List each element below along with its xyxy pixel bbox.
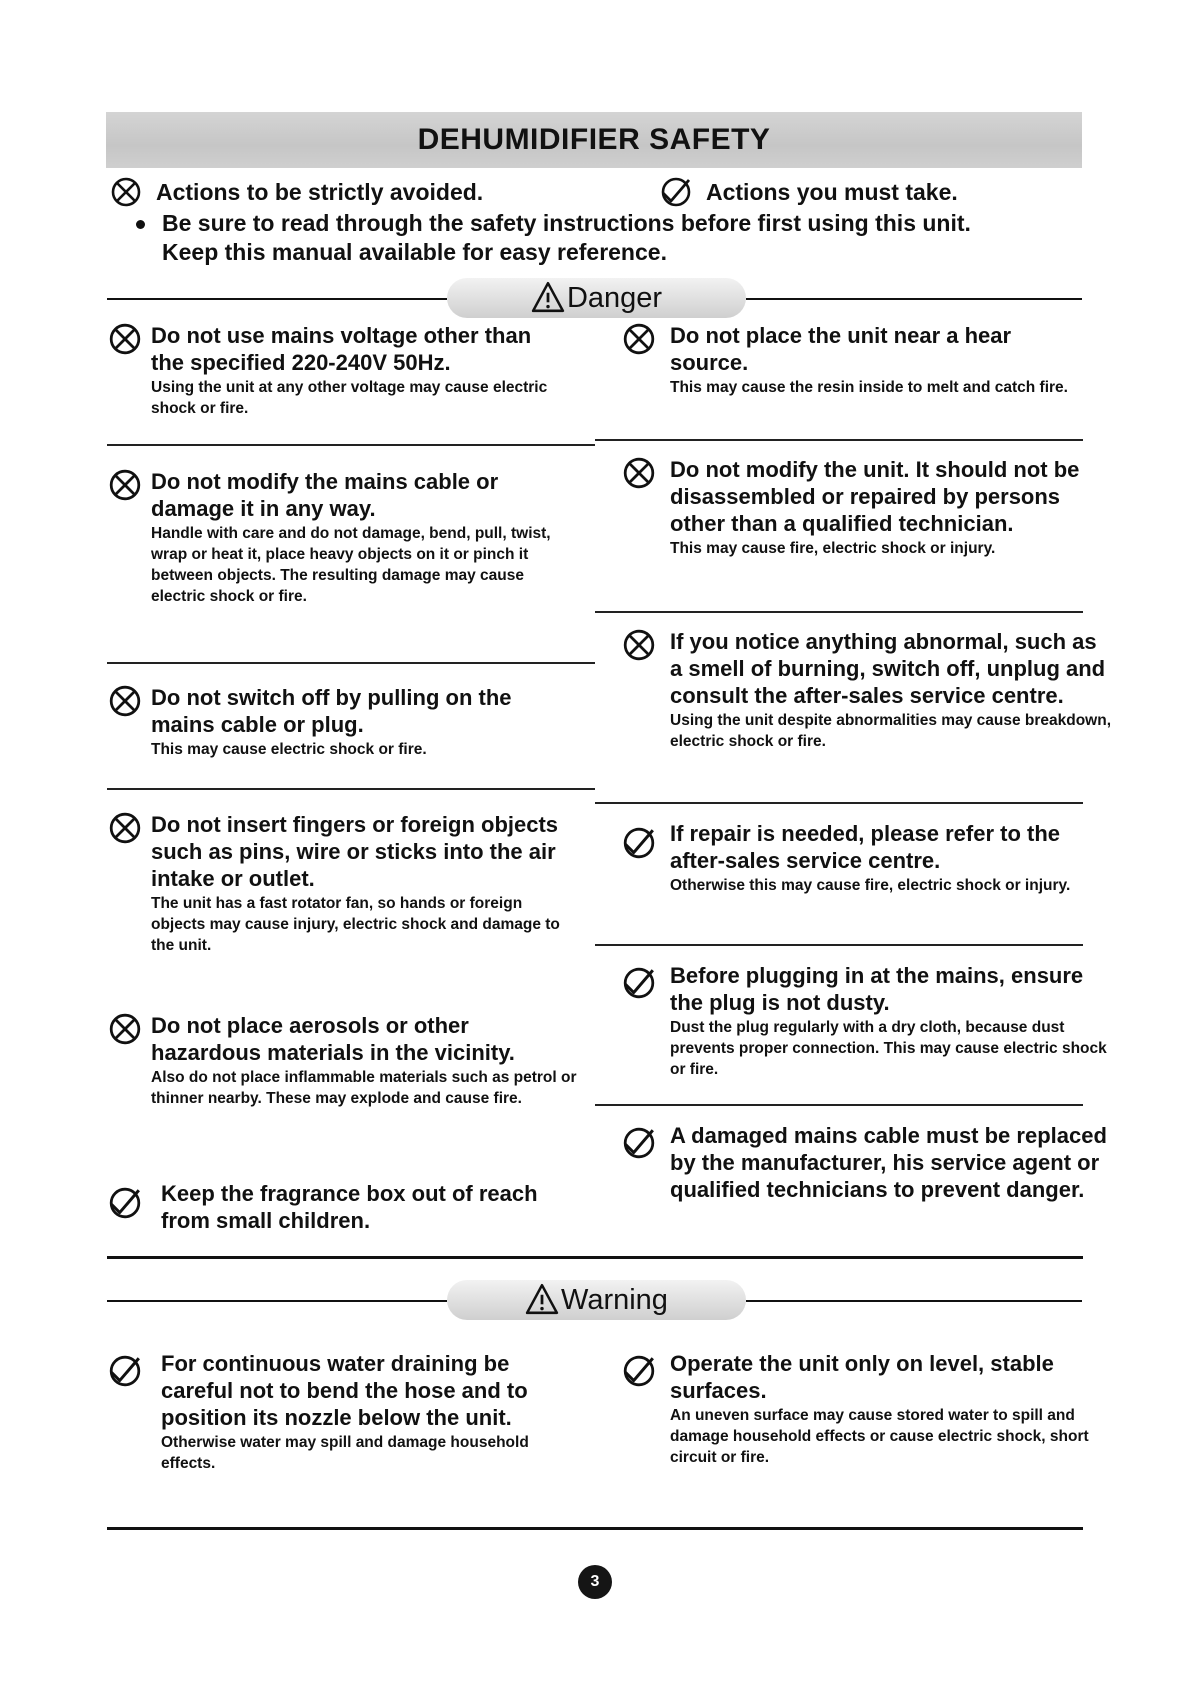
danger-item bbox=[108, 1180, 578, 1234]
item-heading: Do not use mains voltage other than the specified 220-240V 50Hz. bbox=[151, 323, 532, 375]
danger-label bbox=[447, 278, 746, 318]
danger-item bbox=[622, 322, 1092, 398]
danger-item bbox=[108, 468, 578, 607]
item-detail: Using the unit despite abnormalities may cause breakdown, electric shock or fire. bbox=[670, 712, 1112, 750]
item-heading: For continuous water draining be careful not to bend the hose and to position its nozzle below the unit. bbox=[161, 1351, 528, 1430]
divider bbox=[107, 1300, 447, 1302]
divider bbox=[595, 611, 1083, 613]
divider bbox=[595, 944, 1083, 946]
item-detail: This may cause electric shock or fire. bbox=[151, 741, 427, 758]
bullet-icon bbox=[136, 220, 145, 229]
danger-item bbox=[622, 1122, 1112, 1203]
prohibition-icon bbox=[110, 176, 142, 208]
intro-line-2: Keep this manual available for easy reference. bbox=[162, 239, 667, 265]
divider bbox=[595, 439, 1083, 441]
prohibition-icon bbox=[622, 628, 656, 662]
item-detail: Dust the plug regularly with a dry cloth, because dust prevents proper connection. This may cause electric shock or fire. bbox=[670, 1019, 1107, 1078]
divider bbox=[107, 1527, 1083, 1530]
divider bbox=[107, 298, 447, 300]
legend-must bbox=[660, 176, 958, 208]
item-detail: Using the unit at any other voltage may cause electric shock or fire. bbox=[151, 379, 548, 417]
warning-item bbox=[622, 1350, 1112, 1468]
item-detail: Otherwise water may spill and damage household effects. bbox=[161, 1434, 529, 1472]
danger-section-header bbox=[0, 278, 1190, 318]
warning-section-header bbox=[0, 1280, 1190, 1320]
divider bbox=[107, 788, 595, 790]
danger-label-text: Danger bbox=[566, 281, 663, 314]
danger-item bbox=[622, 456, 1102, 559]
item-detail: The unit has a fast rotator fan, so hands or foreign objects may cause injury, electric shock and damage to the unit. bbox=[151, 895, 560, 954]
item-heading: Before plugging in at the mains, ensure the plug is not dusty. bbox=[670, 963, 1084, 1015]
prohibition-icon bbox=[622, 322, 656, 356]
divider bbox=[595, 802, 1083, 804]
danger-item bbox=[108, 1012, 583, 1109]
prohibition-icon bbox=[108, 811, 142, 845]
page-number bbox=[578, 1565, 612, 1599]
danger-item bbox=[108, 811, 578, 956]
item-heading: Do not place the unit near a hear source. bbox=[670, 323, 1012, 375]
prohibition-icon bbox=[108, 468, 142, 502]
warning-label bbox=[447, 1280, 746, 1320]
legend-must-text: Actions you must take. bbox=[706, 178, 958, 205]
check-circle-icon bbox=[622, 1354, 656, 1388]
divider bbox=[595, 1104, 1083, 1106]
item-heading: Do not modify the unit. It should not be disassembled or repaired by persons other than a qualified technician. bbox=[670, 457, 1080, 536]
page-title-text: DEHUMIDIFIER SAFETY bbox=[417, 123, 771, 156]
item-detail: This may cause the resin inside to melt and catch fire. bbox=[670, 379, 1068, 396]
item-heading: If you notice anything abnormal, such as a smell of burning, switch off, unplug and consult the after-sales service centre. bbox=[670, 629, 1106, 708]
item-detail: Also do not place inflammable materials such as petrol or thinner nearby. These may explode and cause fire. bbox=[151, 1069, 577, 1107]
item-heading: Do not modify the mains cable or damage it in any way. bbox=[151, 469, 499, 521]
item-detail: This may cause fire, electric shock or injury. bbox=[670, 540, 996, 557]
check-circle-icon bbox=[108, 1186, 142, 1220]
prohibition-icon bbox=[108, 322, 142, 356]
divider bbox=[107, 444, 595, 446]
item-heading: A damaged mains cable must be replaced by the manufacturer, his service agent or qualified technicians to prevent danger. bbox=[670, 1123, 1107, 1202]
warning-triangle-icon bbox=[531, 281, 565, 313]
divider bbox=[746, 1300, 1082, 1302]
prohibition-icon bbox=[108, 1012, 142, 1046]
warning-triangle-icon bbox=[525, 1283, 559, 1315]
item-heading: Do not insert fingers or foreign objects such as pins, wire or sticks into the air intake or outlet. bbox=[151, 812, 559, 891]
check-circle-icon bbox=[108, 1354, 142, 1388]
check-circle-icon bbox=[622, 826, 656, 860]
legend-avoid-text: Actions to be strictly avoided. bbox=[156, 178, 484, 205]
danger-item bbox=[108, 684, 578, 760]
item-heading: If repair is needed, please refer to the after-sales service centre. bbox=[670, 821, 1061, 873]
item-detail: An uneven surface may cause stored water to spill and damage household effects or cause electric shock, short circuit or fire. bbox=[670, 1407, 1089, 1466]
item-heading: Do not place aerosols or other hazardous materials in the vicinity. bbox=[151, 1013, 515, 1065]
item-detail: Handle with care and do not damage, bend, pull, twist, wrap or heat it, place heavy objects on it or pinch it between objects. The resulting damage may cause electric shock or fire. bbox=[151, 525, 551, 605]
item-heading: Keep the fragrance box out of reach from small children. bbox=[161, 1181, 538, 1233]
check-circle-icon bbox=[660, 176, 692, 208]
check-circle-icon bbox=[622, 1126, 656, 1160]
danger-item bbox=[622, 628, 1112, 752]
danger-item bbox=[622, 962, 1112, 1080]
item-heading: Operate the unit only on level, stable surfaces. bbox=[670, 1351, 1054, 1403]
warning-label-text: Warning bbox=[561, 1283, 668, 1316]
prohibition-icon bbox=[108, 684, 142, 718]
legend-avoid bbox=[110, 176, 483, 208]
intro-note bbox=[162, 209, 1062, 267]
check-circle-icon bbox=[622, 966, 656, 1000]
divider bbox=[746, 298, 1082, 300]
divider bbox=[107, 1256, 1083, 1259]
prohibition-icon bbox=[622, 456, 656, 490]
item-detail: Otherwise this may cause fire, electric shock or injury. bbox=[670, 877, 1071, 894]
page-number-text: 3 bbox=[590, 1573, 600, 1590]
intro-line-1: Be sure to read through the safety instructions before first using this unit. bbox=[162, 210, 971, 236]
warning-item bbox=[108, 1350, 583, 1474]
page-title bbox=[106, 112, 1082, 168]
divider bbox=[107, 662, 595, 664]
danger-item bbox=[622, 820, 1112, 896]
item-heading: Do not switch off by pulling on the mains cable or plug. bbox=[151, 685, 512, 737]
danger-item bbox=[108, 322, 568, 419]
